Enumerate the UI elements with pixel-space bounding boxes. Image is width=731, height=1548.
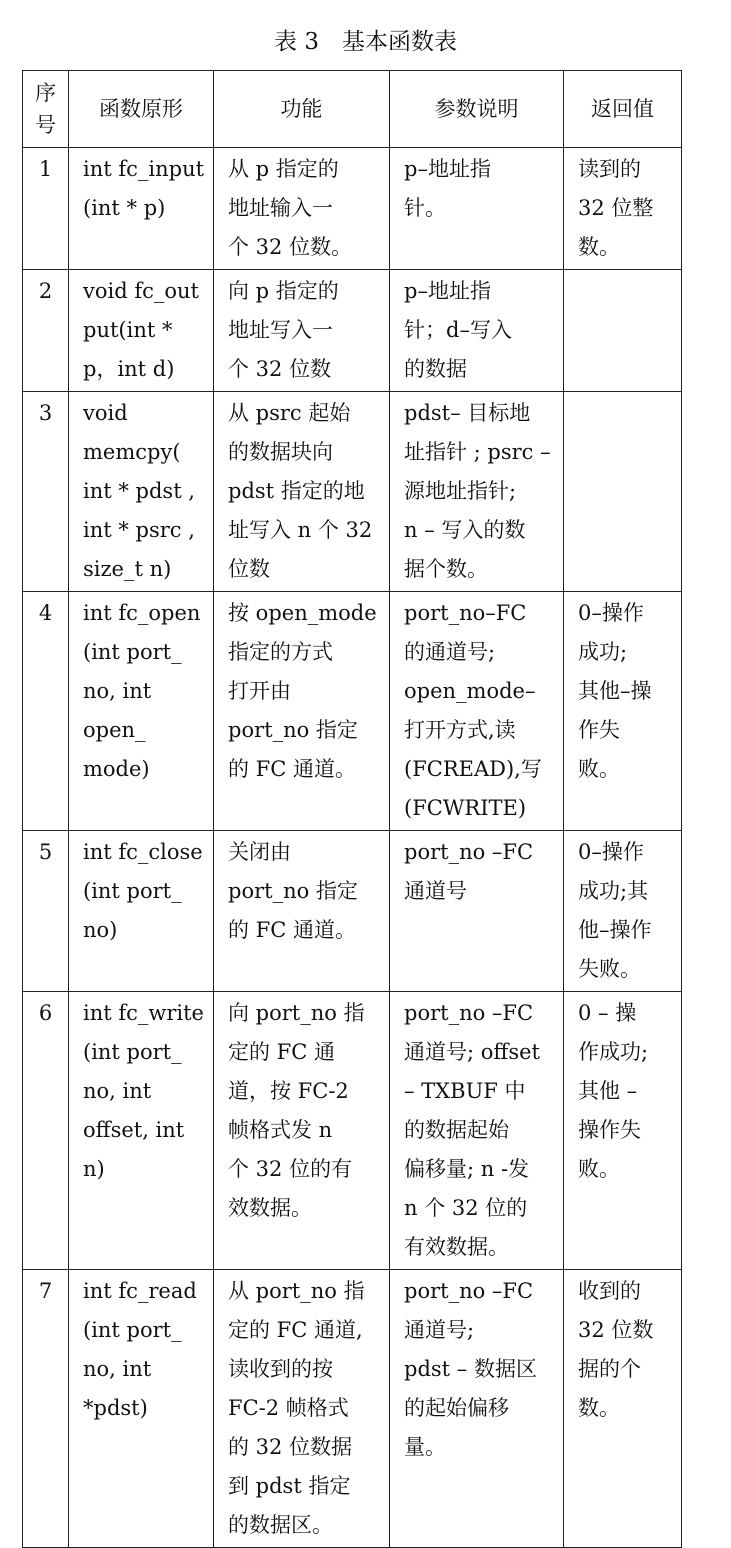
row-function: 关闭由 port_no 指定 的 FC 通道。 (214, 831, 390, 992)
row-params: port_no–FC 的通道号; open_mode– 打开方式,读 (FCREAD),写 (FCWRITE) (390, 592, 564, 831)
row-prototype: int fc_close (int port_ no) (69, 831, 214, 992)
table-row (23, 270, 682, 392)
row-params: port_no –FC 通道号 (390, 831, 564, 992)
header-params: 参数说明 (390, 71, 564, 148)
row-function: 按 open_mode 指定的方式 打开由 port_no 指定 的 FC 通道。 (214, 592, 390, 831)
header-return: 返回值 (564, 71, 682, 148)
row-return: 0–操作 成功;其 他–操作 失败。 (564, 831, 682, 992)
row-prototype: int fc_input (int * p) (69, 148, 214, 270)
table-header-row (23, 71, 682, 148)
table-caption: 表 3 基本函数表 (274, 29, 457, 55)
row-function: 向 p 指定的 地址写入一 个 32 位数 (214, 270, 390, 392)
table-row (23, 992, 682, 1270)
table-row (23, 1270, 682, 1548)
row-index: 4 (23, 592, 69, 831)
row-params: port_no –FC 通道号; offset – TXBUF 中 的数据起始 偏移量; n -发 n 个 32 位的 有效数据。 (390, 992, 564, 1270)
row-prototype: int fc_write (int port_ no, int offset, int n) (69, 992, 214, 1270)
row-function: 向 port_no 指 定的 FC 通 道，按 FC-2 帧格式发 n 个 32 位的有 效数据。 (214, 992, 390, 1270)
row-params: p–地址指 针；d–写入 的数据 (390, 270, 564, 392)
row-params: pdst– 目标地 址指针 ; psrc – 源地址指针; n – 写入的数 据个数。 (390, 392, 564, 592)
function-table (22, 70, 682, 1548)
row-prototype: int fc_read (int port_ no, int *pdst) (69, 1270, 214, 1548)
row-prototype: int fc_open (int port_ no, int open_ mode) (69, 592, 214, 831)
row-return (564, 270, 682, 392)
row-return: 0–操作 成功; 其他–操 作失 败。 (564, 592, 682, 831)
row-index: 1 (23, 148, 69, 270)
row-return (564, 392, 682, 592)
row-return: 读到的 32 位整 数。 (564, 148, 682, 270)
row-params: port_no –FC 通道号; pdst – 数据区 的起始偏移 量。 (390, 1270, 564, 1548)
table-row (23, 148, 682, 270)
table-row (23, 592, 682, 831)
row-function: 从 psrc 起始 的数据块向 pdst 指定的地 址写入 n 个 32 位数 (214, 392, 390, 592)
row-params: p–地址指 针。 (390, 148, 564, 270)
header-prototype: 函数原形 (69, 71, 214, 148)
row-index: 2 (23, 270, 69, 392)
row-prototype: void memcpy( int * pdst , int * psrc , size_t n) (69, 392, 214, 592)
row-index: 5 (23, 831, 69, 992)
row-function: 从 p 指定的 地址输入一 个 32 位数。 (214, 148, 390, 270)
header-index: 序 号 (23, 71, 69, 148)
row-function: 从 port_no 指 定的 FC 通道, 读收到的按 FC-2 帧格式 的 32 位数据 到 pdst 指定 的数据区。 (214, 1270, 390, 1548)
table-row (23, 831, 682, 992)
row-prototype: void fc_out put(int * p，int d) (69, 270, 214, 392)
header-function: 功能 (214, 71, 390, 148)
table-row (23, 392, 682, 592)
row-index: 7 (23, 1270, 69, 1548)
row-return: 0 – 操 作成功; 其他 – 操作失 败。 (564, 992, 682, 1270)
row-index: 3 (23, 392, 69, 592)
row-return: 收到的 32 位数 据的个 数。 (564, 1270, 682, 1548)
row-index: 6 (23, 992, 69, 1270)
